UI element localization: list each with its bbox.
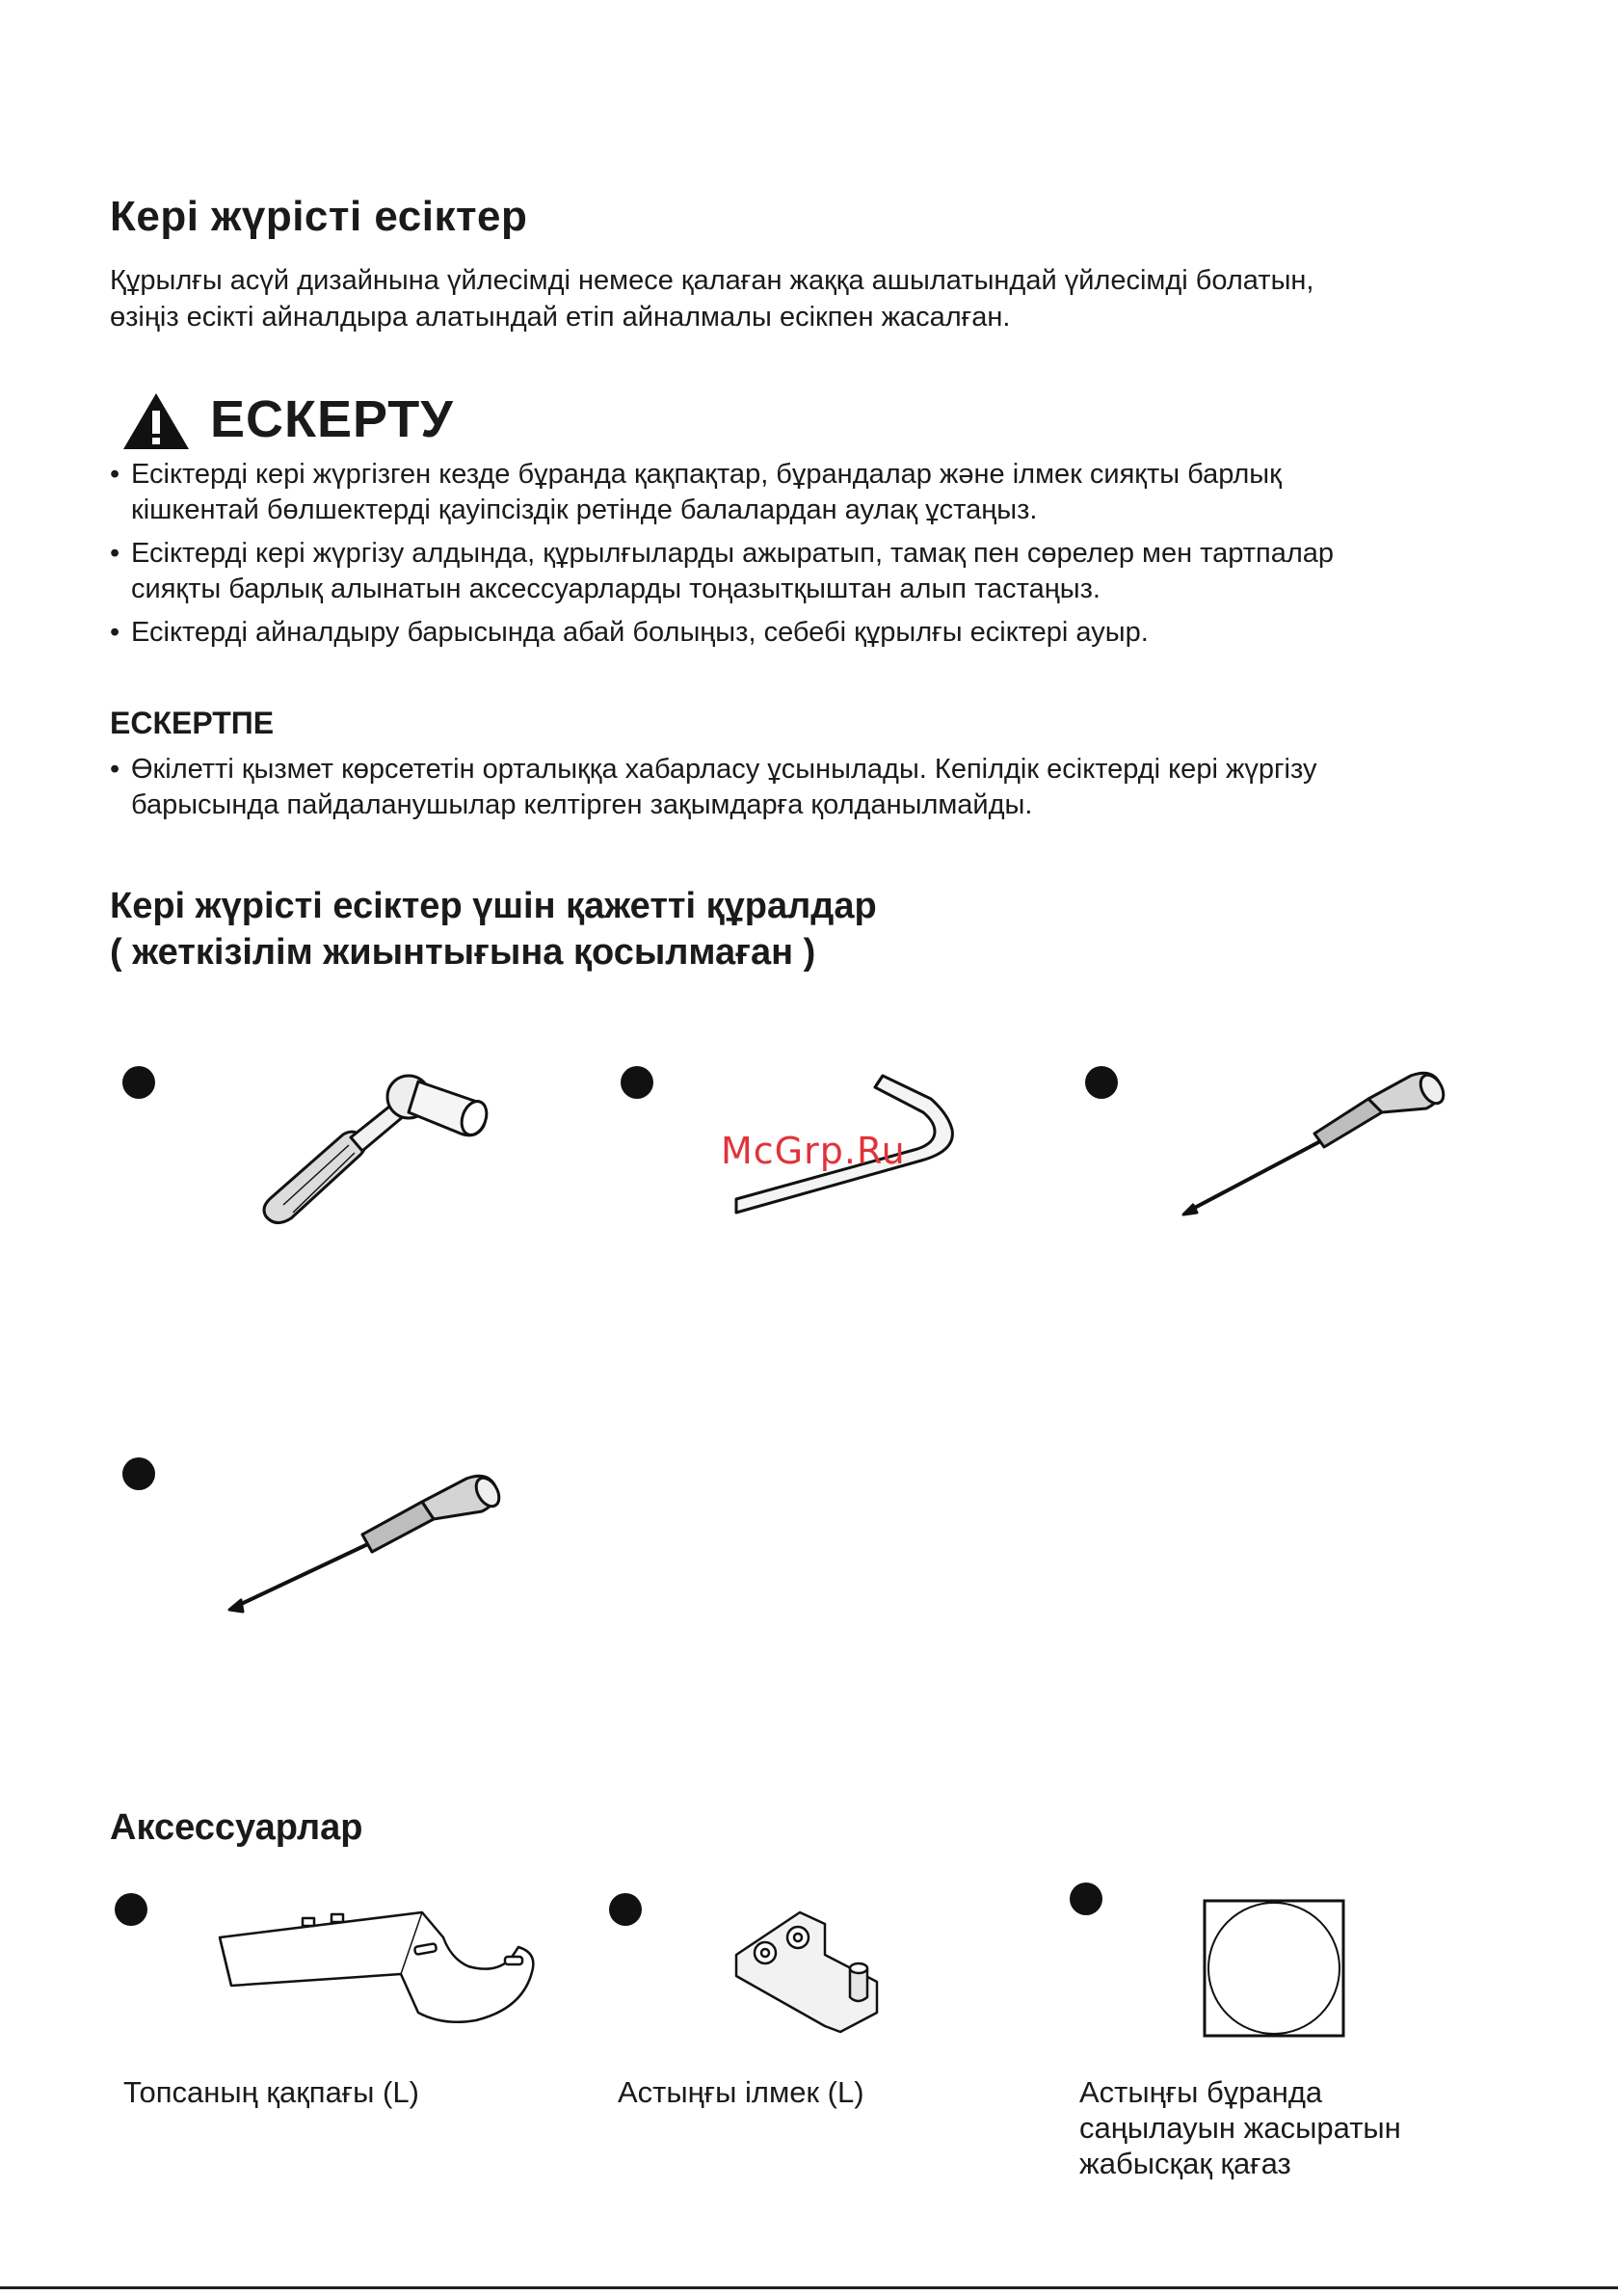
socket-wrench-icon — [254, 1043, 495, 1226]
intro-line-2: өзіңіз есікті айналдыра алатындай етіп айналмалы есікпен жасалған. — [110, 302, 1011, 333]
warning-bullet-1 — [110, 457, 1528, 528]
accessories-title: Аксессуарлар — [110, 1807, 363, 1848]
accessory-caption-3-line-1: Астыңғы бұранда — [1079, 2075, 1323, 2109]
bullet-dot: • — [110, 538, 120, 569]
accessory-caption-3-line-3: жабысқақ қағаз — [1079, 2147, 1291, 2180]
warning-bullet-2-line-2: сияқты барлық алынатын аксессуарларды тоңазытқыштан алып тастаңыз. — [131, 574, 1101, 604]
section-title-reverse-doors: Кері жүрісті есіктер — [110, 193, 528, 240]
note-line-2: барысында пайдаланушылар келтірген зақымдарға қолданылмайды. — [131, 789, 1033, 820]
warning-bullet-3 — [110, 615, 1528, 651]
accessory-marker-3 — [1070, 1882, 1102, 1915]
tools-title-line-1: Кері жүрісті есіктер үшін қажетті құралдар — [110, 886, 877, 926]
cover-sticker-icon — [1203, 1899, 1345, 2038]
tools-title-line-2: ( жеткізілім жиынтығына қосылмаған ) — [110, 932, 816, 973]
accessory-marker-1 — [115, 1893, 147, 1926]
accessory-caption-1 — [123, 2074, 419, 2110]
tool-marker-3 — [1085, 1066, 1118, 1099]
accessory-caption-2 — [618, 2074, 864, 2110]
warning-bullet-2-line-1: Есіктерді кері жүргізу алдында, құрылғыларды ажыратып, тамақ пен сөрелер мен тартпалар — [131, 538, 1335, 569]
accessory-caption-2-line-1: Астыңғы ілмек (L) — [618, 2075, 864, 2109]
warning-title: ЕСКЕРТУ — [210, 390, 454, 448]
footer-rule — [0, 2286, 1618, 2289]
accessory-caption-1-line-1: Топсаның қақпағы (L) — [123, 2075, 419, 2109]
accessory-caption-3 — [1079, 2074, 1401, 2181]
note-line-1: Өкілетті қызмет көрсететін орталыққа хабарласу ұсынылады. Кепілдік есіктерді кері жүргізу — [131, 754, 1317, 785]
note-bullet — [110, 752, 1528, 823]
warning-bullet-3-line-1: Есіктерді айналдыру барысында абай болыңыз, себебі құрылғы есіктері ауыр. — [131, 617, 1149, 648]
warning-triangle-icon — [121, 391, 191, 451]
flat-screwdriver-icon — [227, 1467, 503, 1617]
bullet-dot: • — [110, 754, 120, 785]
phillips-screwdriver-icon — [1180, 1066, 1449, 1220]
watermark: McGrp.Ru — [721, 1130, 906, 1172]
tool-marker-2 — [621, 1066, 653, 1099]
hinge-cover-icon — [216, 1909, 538, 2051]
warning-bullet-1-line-1: Есіктерді кері жүргізген кезде бұранда қақпақтар, бұрандалар және ілмек сияқты барлық — [131, 459, 1282, 490]
note-title: ЕСКЕРТПЕ — [110, 706, 275, 740]
warning-bullet-2 — [110, 536, 1528, 607]
bullet-dot: • — [110, 617, 120, 648]
tool-marker-1 — [122, 1066, 155, 1099]
bullet-dot: • — [110, 459, 120, 490]
accessory-caption-3-line-2: саңылауын жасыратын — [1079, 2111, 1401, 2145]
warning-bullet-1-line-2: кішкентай бөлшектерді қауіпсіздік ретінде балалардан аулақ ұстаңыз. — [131, 494, 1038, 525]
intro-line-1: Құрылғы асүй дизайнына үйлесімді немесе қалаған жаққа ашылатындай үйлесімді болатын, — [110, 265, 1314, 296]
tool-marker-4 — [122, 1457, 155, 1490]
accessory-marker-2 — [609, 1893, 642, 1926]
lower-hinge-icon — [732, 1905, 906, 2034]
